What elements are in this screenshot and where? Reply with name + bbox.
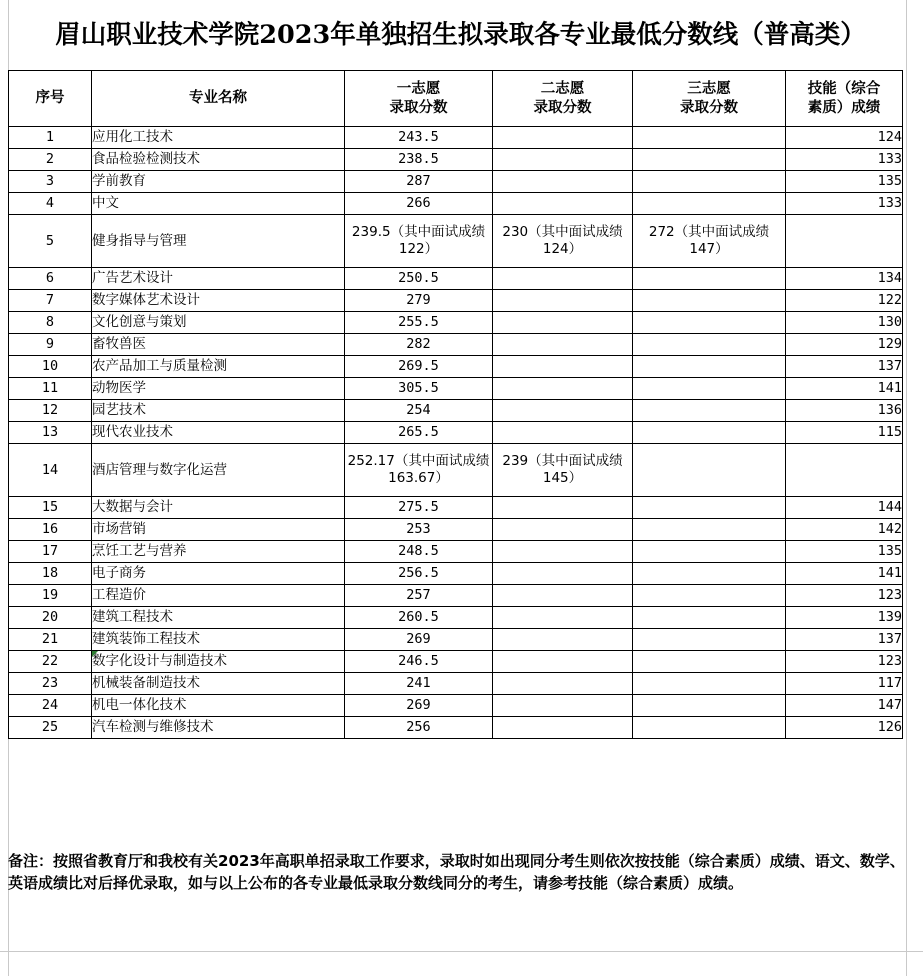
row-second-score <box>493 268 633 290</box>
row-skill-score: 124 <box>786 127 903 149</box>
gridline-right <box>906 0 907 976</box>
header-third-line2: 录取分数 <box>680 99 738 116</box>
row-major: 学前教育 <box>92 171 345 193</box>
row-second-score <box>493 607 633 629</box>
row-third-score <box>633 497 786 519</box>
row-first-score: 248.5 <box>345 541 493 563</box>
table-row <box>9 563 903 585</box>
row-major: 应用化工技术 <box>92 127 345 149</box>
table-row <box>9 215 903 268</box>
row-index: 24 <box>9 695 92 717</box>
row-third-score <box>633 312 786 334</box>
row-index: 8 <box>9 312 92 334</box>
row-skill-score: 123 <box>786 585 903 607</box>
row-second-score: 239（其中面试成绩145） <box>493 444 633 497</box>
row-major: 健身指导与管理 <box>92 215 345 268</box>
row-major: 食品检验检测技术 <box>92 149 345 171</box>
row-index: 3 <box>9 171 92 193</box>
header-skill-score <box>786 71 903 127</box>
row-first-score: 305.5 <box>345 378 493 400</box>
header-skill-line1: 技能（综合 <box>807 80 881 97</box>
row-second-score <box>493 717 633 739</box>
row-skill-score: 135 <box>786 171 903 193</box>
row-first-score: 256 <box>345 717 493 739</box>
row-second-score <box>493 563 633 585</box>
row-skill-score: 135 <box>786 541 903 563</box>
row-second-score <box>493 171 633 193</box>
row-second-score <box>493 497 633 519</box>
row-second-score <box>493 585 633 607</box>
table-row <box>9 497 903 519</box>
row-skill-score: 133 <box>786 149 903 171</box>
row-index: 15 <box>9 497 92 519</box>
row-index: 6 <box>9 268 92 290</box>
row-first-score: 269 <box>345 695 493 717</box>
row-skill-score: 142 <box>786 519 903 541</box>
row-index: 2 <box>9 149 92 171</box>
row-third-score <box>633 695 786 717</box>
row-first-score: 287 <box>345 171 493 193</box>
table-row <box>9 673 903 695</box>
row-third-score <box>633 422 786 444</box>
row-skill-score: 147 <box>786 695 903 717</box>
table-row <box>9 356 903 378</box>
table-row <box>9 629 903 651</box>
row-skill-score: 141 <box>786 563 903 585</box>
row-third-score <box>633 563 786 585</box>
row-first-score: 282 <box>345 334 493 356</box>
row-index: 20 <box>9 607 92 629</box>
row-first-score: 238.5 <box>345 149 493 171</box>
row-third-score <box>633 400 786 422</box>
row-third-score <box>633 519 786 541</box>
row-skill-score: 139 <box>786 607 903 629</box>
row-index: 17 <box>9 541 92 563</box>
table-row <box>9 312 903 334</box>
row-major: 大数据与会计 <box>92 497 345 519</box>
row-first-score: 239.5（其中面试成绩122） <box>345 215 493 268</box>
table-row <box>9 585 903 607</box>
row-major <box>92 651 345 673</box>
row-index: 12 <box>9 400 92 422</box>
row-major: 广告艺术设计 <box>92 268 345 290</box>
row-major: 现代农业技术 <box>92 422 345 444</box>
row-major: 数字媒体艺术设计 <box>92 290 345 312</box>
row-major: 中文 <box>92 193 345 215</box>
table-row <box>9 127 903 149</box>
row-first-score: 254 <box>345 400 493 422</box>
row-index: 25 <box>9 717 92 739</box>
row-second-score <box>493 312 633 334</box>
header-first-line1: 一志愿 <box>396 80 441 97</box>
row-third-score <box>633 717 786 739</box>
row-third-score <box>633 268 786 290</box>
row-first-score: 243.5 <box>345 127 493 149</box>
footnote-text: 备注：按照省教育厅和我校有关2023年高职单招录取工作要求，录取时如出现同分考生则依次按技能（综合素质）成绩、语文、数学、英语成绩比对后择优录取，如与以上公布的各专业最低录取分数线同分的考生，请参考技能（综合素质）成绩。 <box>8 852 905 892</box>
row-skill-score <box>786 215 903 268</box>
score-table <box>8 70 903 739</box>
row-skill-score: 137 <box>786 356 903 378</box>
row-skill-score: 133 <box>786 193 903 215</box>
row-skill-score: 129 <box>786 334 903 356</box>
table-row <box>9 444 903 497</box>
header-index: 序号 <box>9 71 92 127</box>
row-index: 5 <box>9 215 92 268</box>
table-row <box>9 334 903 356</box>
row-third-score <box>633 193 786 215</box>
row-major: 建筑装饰工程技术 <box>92 629 345 651</box>
row-major-text: 数字化设计与制造技术 <box>92 653 227 669</box>
row-third-score <box>633 127 786 149</box>
row-first-score: 255.5 <box>345 312 493 334</box>
row-skill-score: 115 <box>786 422 903 444</box>
header-skill-line2: 素质）成绩 <box>807 99 881 116</box>
row-second-score <box>493 422 633 444</box>
row-first-score: 256.5 <box>345 563 493 585</box>
row-third-score <box>633 149 786 171</box>
page-title: 眉山职业技术学院2023年单独招生拟录取各专业最低分数线（普高类） <box>55 20 866 50</box>
row-second-score <box>493 356 633 378</box>
row-index: 11 <box>9 378 92 400</box>
table-row <box>9 378 903 400</box>
row-second-score <box>493 290 633 312</box>
header-second-choice <box>493 71 633 127</box>
table-row <box>9 717 903 739</box>
row-skill-score: 137 <box>786 629 903 651</box>
header-second-line2: 录取分数 <box>533 99 592 116</box>
row-second-score <box>493 334 633 356</box>
row-third-score <box>633 171 786 193</box>
row-major: 畜牧兽医 <box>92 334 345 356</box>
row-index: 14 <box>9 444 92 497</box>
row-index: 10 <box>9 356 92 378</box>
row-major: 动物医学 <box>92 378 345 400</box>
table-row <box>9 519 903 541</box>
row-first-score: 279 <box>345 290 493 312</box>
table-row <box>9 607 903 629</box>
row-index: 9 <box>9 334 92 356</box>
header-second-line1: 二志愿 <box>540 80 585 97</box>
row-third-score <box>633 356 786 378</box>
row-major: 酒店管理与数字化运营 <box>92 444 345 497</box>
row-third-score <box>633 585 786 607</box>
row-second-score <box>493 519 633 541</box>
row-skill-score: 136 <box>786 400 903 422</box>
table-row <box>9 193 903 215</box>
row-index: 18 <box>9 563 92 585</box>
table-row <box>9 651 903 673</box>
row-first-score: 275.5 <box>345 497 493 519</box>
row-second-score <box>493 149 633 171</box>
cell-comment-marker <box>92 651 98 657</box>
row-second-score <box>493 695 633 717</box>
table-row <box>9 541 903 563</box>
header-third-choice <box>633 71 786 127</box>
row-second-score <box>493 651 633 673</box>
row-third-score: 272（其中面试成绩147） <box>633 215 786 268</box>
row-skill-score: 117 <box>786 673 903 695</box>
row-third-score <box>633 334 786 356</box>
row-index: 1 <box>9 127 92 149</box>
row-third-score <box>633 444 786 497</box>
row-first-score: 265.5 <box>345 422 493 444</box>
table-row <box>9 171 903 193</box>
table-row <box>9 695 903 717</box>
row-major: 园艺技术 <box>92 400 345 422</box>
row-second-score <box>493 378 633 400</box>
row-index: 4 <box>9 193 92 215</box>
row-third-score <box>633 290 786 312</box>
row-third-score <box>633 607 786 629</box>
row-skill-score <box>786 444 903 497</box>
row-first-score: 269.5 <box>345 356 493 378</box>
row-major: 机械装备制造技术 <box>92 673 345 695</box>
row-skill-score: 144 <box>786 497 903 519</box>
row-third-score <box>633 541 786 563</box>
table-row <box>9 422 903 444</box>
row-skill-score: 122 <box>786 290 903 312</box>
row-index: 23 <box>9 673 92 695</box>
row-second-score <box>493 193 633 215</box>
header-first-choice <box>345 71 493 127</box>
row-first-score: 253 <box>345 519 493 541</box>
row-index: 7 <box>9 290 92 312</box>
header-major: 专业名称 <box>92 71 345 127</box>
footnote <box>8 850 908 894</box>
gridline-bottom <box>0 951 923 952</box>
row-first-score: 269 <box>345 629 493 651</box>
row-third-score <box>633 673 786 695</box>
header-third-line1: 三志愿 <box>687 80 731 97</box>
row-second-score <box>493 673 633 695</box>
row-first-score: 257 <box>345 585 493 607</box>
row-major: 建筑工程技术 <box>92 607 345 629</box>
row-first-score: 260.5 <box>345 607 493 629</box>
row-first-score: 250.5 <box>345 268 493 290</box>
row-index: 22 <box>9 651 92 673</box>
table-row <box>9 268 903 290</box>
row-skill-score: 123 <box>786 651 903 673</box>
row-major: 电子商务 <box>92 563 345 585</box>
row-first-score: 266 <box>345 193 493 215</box>
row-major: 机电一体化技术 <box>92 695 345 717</box>
row-index: 21 <box>9 629 92 651</box>
row-major: 农产品加工与质量检测 <box>92 356 345 378</box>
row-major: 烹饪工艺与营养 <box>92 541 345 563</box>
row-index: 16 <box>9 519 92 541</box>
row-index: 13 <box>9 422 92 444</box>
row-second-score <box>493 629 633 651</box>
row-second-score <box>493 127 633 149</box>
row-first-score: 246.5 <box>345 651 493 673</box>
row-skill-score: 130 <box>786 312 903 334</box>
row-third-score <box>633 378 786 400</box>
row-skill-score: 126 <box>786 717 903 739</box>
row-major: 工程造价 <box>92 585 345 607</box>
row-first-score: 241 <box>345 673 493 695</box>
row-second-score <box>493 541 633 563</box>
row-second-score: 230（其中面试成绩124） <box>493 215 633 268</box>
table-row <box>9 400 903 422</box>
table-row <box>9 290 903 312</box>
table-row <box>9 149 903 171</box>
row-major: 市场营销 <box>92 519 345 541</box>
row-third-score <box>633 651 786 673</box>
row-second-score <box>493 400 633 422</box>
header-first-line2: 录取分数 <box>389 99 448 116</box>
header-row <box>9 71 903 127</box>
row-first-score: 252.17（其中面试成绩163.67） <box>345 444 493 497</box>
row-skill-score: 134 <box>786 268 903 290</box>
row-major: 汽车检测与维修技术 <box>92 717 345 739</box>
row-skill-score: 141 <box>786 378 903 400</box>
row-index: 19 <box>9 585 92 607</box>
row-third-score <box>633 629 786 651</box>
row-major: 文化创意与策划 <box>92 312 345 334</box>
